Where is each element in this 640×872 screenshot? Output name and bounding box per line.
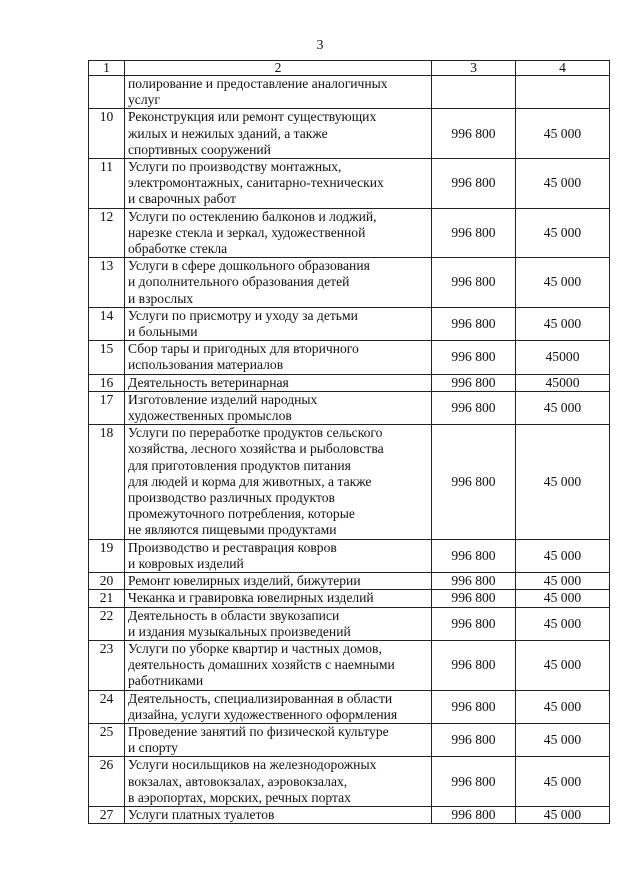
- value-col-3: 996 800: [432, 723, 516, 756]
- table-row: [89, 307, 610, 340]
- service-description: полирование и предоставление аналогичных услуг: [125, 76, 432, 109]
- value-col-3: 996 800: [432, 391, 516, 424]
- row-number: 25: [89, 723, 125, 756]
- table-row: [89, 109, 610, 159]
- value-col-4: 45 000: [516, 425, 610, 539]
- row-number: 24: [89, 690, 125, 723]
- table-row: [89, 341, 610, 374]
- row-number: [89, 76, 125, 109]
- value-col-3: 996 800: [432, 539, 516, 572]
- service-description: Услуги в сфере дошкольного образования и дополнительного образования детей и взрослых: [125, 258, 432, 308]
- service-description: Услуги по производству монтажных, электромонтажных, санитарно-технических и сварочных работ: [125, 159, 432, 209]
- service-description: Ремонт ювелирных изделий, бижутерии: [125, 573, 432, 590]
- table-row: [89, 607, 610, 640]
- table-row: [89, 539, 610, 572]
- header-col-3: 3: [432, 61, 516, 76]
- value-col-3: 996 800: [432, 159, 516, 209]
- service-description: Услуги по переработке продуктов сельского хозяйства, лесного хозяйства и рыболовства для приготовления продуктов питания для людей и корма для животных, а также производство различных продуктов промежуточного потребления, которые не являются пищевыми продуктами: [125, 425, 432, 539]
- service-description: Чеканка и гравировка ювелирных изделий: [125, 590, 432, 607]
- table-row: [89, 723, 610, 756]
- value-col-4: [516, 76, 610, 109]
- row-number: 12: [89, 208, 125, 258]
- row-number: 20: [89, 573, 125, 590]
- value-col-4: 45 000: [516, 757, 610, 807]
- services-table: [88, 60, 610, 824]
- service-description: Услуги платных туалетов: [125, 806, 432, 823]
- value-col-4: 45 000: [516, 640, 610, 690]
- row-number: 15: [89, 341, 125, 374]
- table-row: [89, 573, 610, 590]
- value-col-4: 45 000: [516, 607, 610, 640]
- value-col-3: 996 800: [432, 307, 516, 340]
- row-number: 13: [89, 258, 125, 308]
- table-row: [89, 159, 610, 209]
- service-description: Проведение занятий по физической культуре и спорту: [125, 723, 432, 756]
- row-number: 10: [89, 109, 125, 159]
- service-description: Услуги по присмотру и уходу за детьми и больными: [125, 307, 432, 340]
- value-col-3: 996 800: [432, 341, 516, 374]
- table-row: [89, 391, 610, 424]
- header-col-2: 2: [125, 61, 432, 76]
- table-row: [89, 374, 610, 391]
- value-col-4: 45 000: [516, 806, 610, 823]
- table-row: [89, 640, 610, 690]
- value-col-3: 996 800: [432, 425, 516, 539]
- row-number: 11: [89, 159, 125, 209]
- row-number: 27: [89, 806, 125, 823]
- value-col-3: 996 800: [432, 258, 516, 308]
- service-description: Изготовление изделий народных художественных промыслов: [125, 391, 432, 424]
- value-col-3: 996 800: [432, 757, 516, 807]
- service-description: Деятельность, специализированная в области дизайна, услуги художественного оформления: [125, 690, 432, 723]
- value-col-3: 996 800: [432, 607, 516, 640]
- table-row: [89, 690, 610, 723]
- value-col-3: 996 800: [432, 806, 516, 823]
- service-description: Деятельность ветеринарная: [125, 374, 432, 391]
- row-number: 14: [89, 307, 125, 340]
- row-number: 19: [89, 539, 125, 572]
- value-col-4: 45 000: [516, 109, 610, 159]
- value-col-3: 996 800: [432, 690, 516, 723]
- row-number: 22: [89, 607, 125, 640]
- value-col-4: 45 000: [516, 690, 610, 723]
- service-description: Услуги по уборке квартир и частных домов, деятельность домашних хозяйств с наемными работниками: [125, 640, 432, 690]
- value-col-3: 996 800: [432, 573, 516, 590]
- header-col-1: 1: [89, 61, 125, 76]
- value-col-3: 996 800: [432, 208, 516, 258]
- value-col-4: 45 000: [516, 723, 610, 756]
- value-col-4: 45 000: [516, 590, 610, 607]
- value-col-4: 45 000: [516, 208, 610, 258]
- row-number: 18: [89, 425, 125, 539]
- service-description: Реконструкция или ремонт существующих жилых и нежилых зданий, а также спортивных сооружений: [125, 109, 432, 159]
- value-col-4: 45000: [516, 374, 610, 391]
- table-row: [89, 208, 610, 258]
- table-row: [89, 76, 610, 109]
- value-col-3: 996 800: [432, 374, 516, 391]
- page-number: 3: [316, 38, 324, 53]
- value-col-4: 45 000: [516, 539, 610, 572]
- table-row: [89, 806, 610, 823]
- table-row: [89, 757, 610, 807]
- row-number: 26: [89, 757, 125, 807]
- value-col-4: 45 000: [516, 258, 610, 308]
- table-row: [89, 425, 610, 539]
- value-col-4: 45 000: [516, 573, 610, 590]
- service-description: Услуги носильщиков на железнодорожных вокзалах, автовокзалах, аэровокзалах, в аэропортах, морских, речных портах: [125, 757, 432, 807]
- value-col-3: 996 800: [432, 640, 516, 690]
- row-number: 23: [89, 640, 125, 690]
- service-description: Деятельность в области звукозаписи и издания музыкальных произведений: [125, 607, 432, 640]
- table-row: [89, 258, 610, 308]
- service-description: Сбор тары и пригодных для вторичного использования материалов: [125, 341, 432, 374]
- table-row: [89, 590, 610, 607]
- row-number: 17: [89, 391, 125, 424]
- row-number: 21: [89, 590, 125, 607]
- value-col-3: 996 800: [432, 590, 516, 607]
- service-description: Услуги по остеклению балконов и лоджий, нарезке стекла и зеркал, художественной обработке стекла: [125, 208, 432, 258]
- value-col-3: [432, 76, 516, 109]
- value-col-4: 45 000: [516, 159, 610, 209]
- value-col-3: 996 800: [432, 109, 516, 159]
- row-number: 16: [89, 374, 125, 391]
- value-col-4: 45000: [516, 341, 610, 374]
- header-row: [89, 61, 610, 76]
- value-col-4: 45 000: [516, 307, 610, 340]
- value-col-4: 45 000: [516, 391, 610, 424]
- header-col-4: 4: [516, 61, 610, 76]
- service-description: Производство и реставрация ковров и ковровых изделий: [125, 539, 432, 572]
